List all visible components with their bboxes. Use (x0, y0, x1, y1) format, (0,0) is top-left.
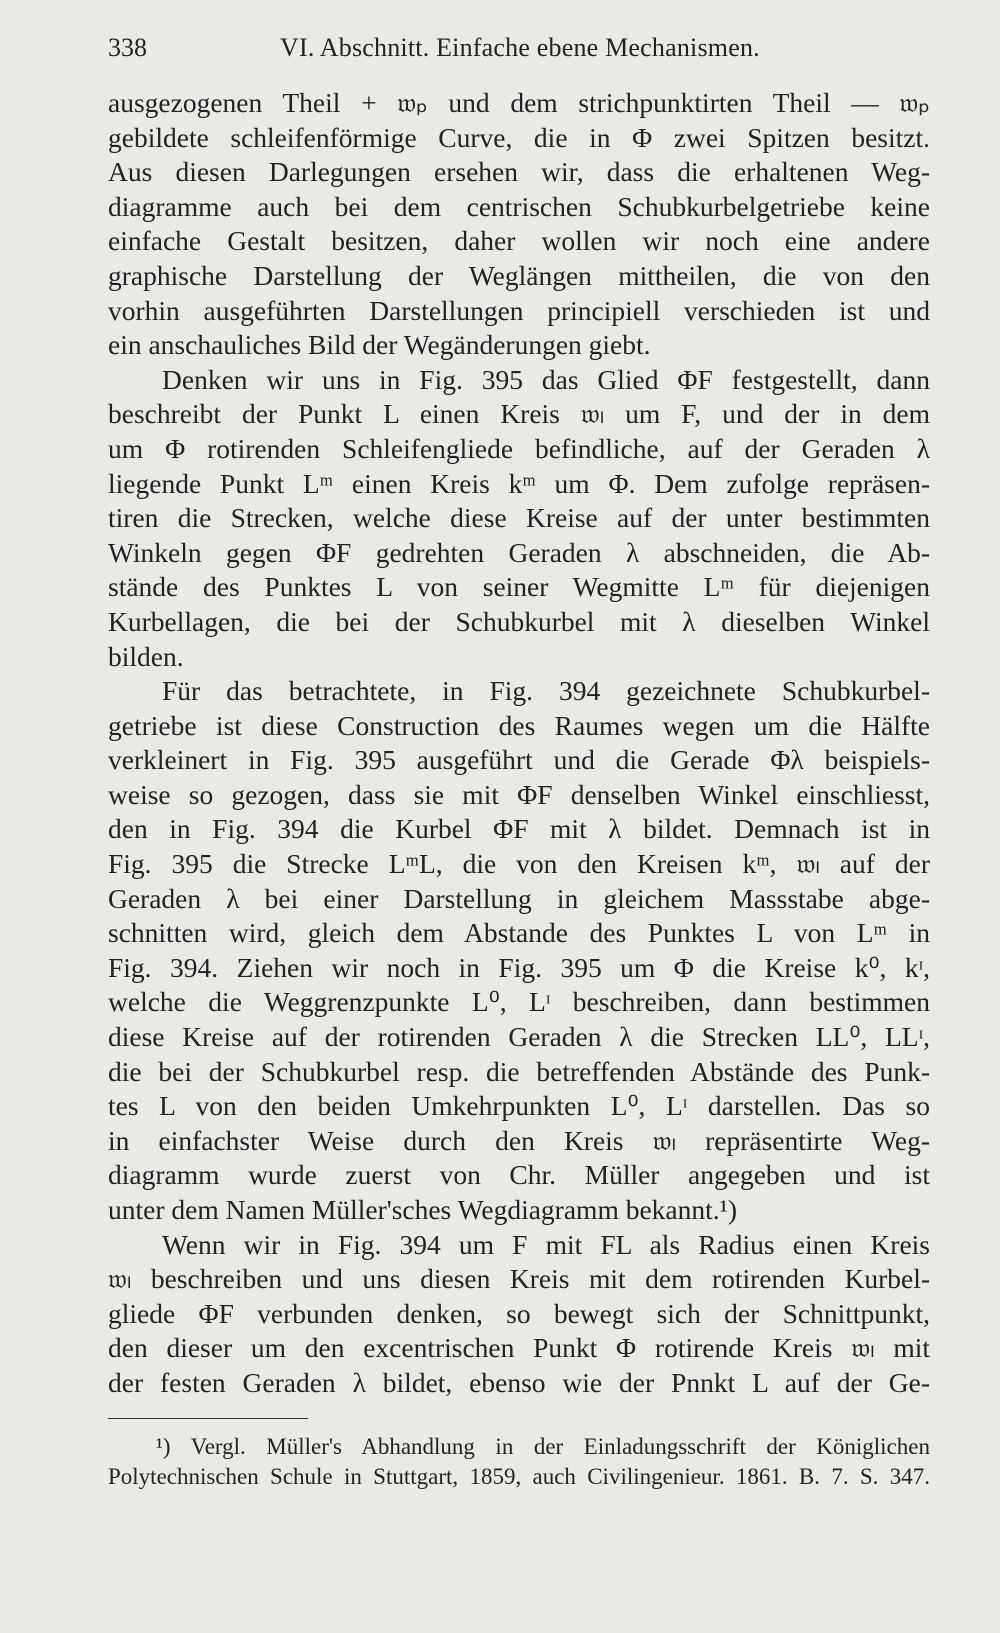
text-line: diagramme auch bei dem centrischen Schubkurbelgetriebe keine (108, 190, 930, 222)
text-line: Fig. 395 die Strecke LᵐL, die von den Kreisen kᵐ, 𝔴ₗ auf der (108, 848, 930, 880)
text-line: einfache Gestalt besitzen, daher wollen wir noch eine andere (108, 225, 930, 257)
page-number: 338 (108, 33, 147, 62)
text-line: bilden. (108, 640, 184, 672)
body-text (108, 86, 930, 1401)
page-header (108, 30, 928, 66)
footnote-line: ¹) Vergl. Müller's Abhandlung in der Einladungsschrift der Königlichen (156, 1434, 930, 1459)
text-line: Wenn wir in Fig. 394 um F mit FL als Radius einen Kreis (162, 1228, 930, 1260)
text-line: die bei der Schubkurbel resp. die betreffenden Abstände des Punk- (108, 1055, 930, 1087)
text-line: diese Kreise auf der rotirenden Geraden λ die Strecken LL⁰, LLᶦ, (108, 1021, 930, 1053)
text-line: vorhin ausgeführten Darstellungen principiell verschieden ist und (108, 294, 930, 326)
text-line: Winkeln gegen ΦF gedrehten Geraden λ abschneiden, die Ab- (108, 536, 930, 568)
text-line: gebildete schleifenförmige Curve, die in Φ zwei Spitzen besitzt. (108, 121, 930, 153)
text-line: den dieser um den excentrischen Punkt Φ rotirende Kreis 𝔴ₗ mit (108, 1332, 930, 1364)
text-line: 𝔴ₗ beschreiben und uns diesen Kreis mit dem rotirenden Kurbel- (108, 1263, 930, 1295)
footnote-line: Polytechnischen Schule in Stuttgart, 1859, auch Civilingenieur. 1861. B. 7. S. 347. (108, 1464, 930, 1489)
text-line: tes L von den beiden Umkehrpunkten L⁰, Lᶦ darstellen. Das so (108, 1090, 930, 1122)
text-line: unter dem Namen Müller'sches Wegdiagramm bekannt.¹) (108, 1194, 738, 1225)
text-line: getriebe ist diese Construction des Raumes wegen um die Hälfte (108, 709, 930, 741)
text-line: Für das betrachtete, in Fig. 394 gezeichnete Schubkurbel- (162, 675, 930, 707)
text-line: liegende Punkt Lᵐ einen Kreis kᵐ um Φ. Dem zufolge repräsen- (108, 467, 930, 499)
text-line: schnitten wird, gleich dem Abstande des Punktes L von Lᵐ in (108, 917, 930, 949)
text-line: ein anschauliches Bild der Wegänderungen giebt. (108, 329, 651, 361)
text-line: tiren die Strecken, welche diese Kreise auf der unter bestimmten (108, 502, 930, 534)
text-line: Kurbellagen, die bei der Schubkurbel mit λ dieselben Winkel (108, 605, 930, 637)
footnote (108, 1432, 930, 1492)
text-line: den in Fig. 394 die Kurbel ΦF mit λ bildet. Demnach ist in (108, 813, 930, 845)
text-line: in einfachster Weise durch den Kreis 𝔴ₗ repräsentirte Weg- (108, 1124, 930, 1156)
text-line: welche die Weggrenzpunkte L⁰, Lᶦ beschreiben, dann bestimmen (108, 986, 930, 1018)
text-line: stände des Punktes L von seiner Wegmitte Lᵐ für diejenigen (108, 571, 930, 603)
footnote-rule (108, 1418, 308, 1419)
text-line: der festen Geraden λ bildet, ebenso wie der Pnnkt L auf der Ge- (108, 1366, 930, 1398)
text-line: graphische Darstellung der Weglängen mittheilen, die von den (108, 259, 930, 291)
running-title: VI. Abschnitt. Einfache ebene Mechanismen. (280, 33, 760, 62)
text-line: ausgezogenen Theil + 𝔴ₚ und dem strichpunktirten Theil — 𝔴ₚ (108, 87, 930, 118)
text-line: Geraden λ bei einer Darstellung in gleichem Massstabe abge- (108, 882, 930, 914)
text-line: verkleinert in Fig. 395 ausgeführt und die Gerade Φλ beispiels- (108, 744, 930, 776)
text-line: Aus diesen Darlegungen ersehen wir, dass die erhaltenen Weg- (108, 156, 930, 188)
text-line: beschreibt der Punkt L einen Kreis 𝔴ₗ um F, und der in dem (108, 398, 930, 430)
text-line: Denken wir uns in Fig. 395 das Glied ΦF festgestellt, dann (162, 363, 930, 395)
text-line: gliede ΦF verbunden denken, so bewegt sich der Schnittpunkt, (108, 1297, 930, 1329)
text-line: Fig. 394. Ziehen wir noch in Fig. 395 um Φ die Kreise k⁰, kᶦ, (108, 951, 930, 983)
text-line: um Φ rotirenden Schleifengliede befindliche, auf der Geraden λ (108, 432, 930, 464)
text-line: weise so gezogen, dass sie mit ΦF denselben Winkel einschliesst, (108, 778, 930, 810)
text-line: diagramm wurde zuerst von Chr. Müller angegeben und ist (108, 1159, 930, 1191)
